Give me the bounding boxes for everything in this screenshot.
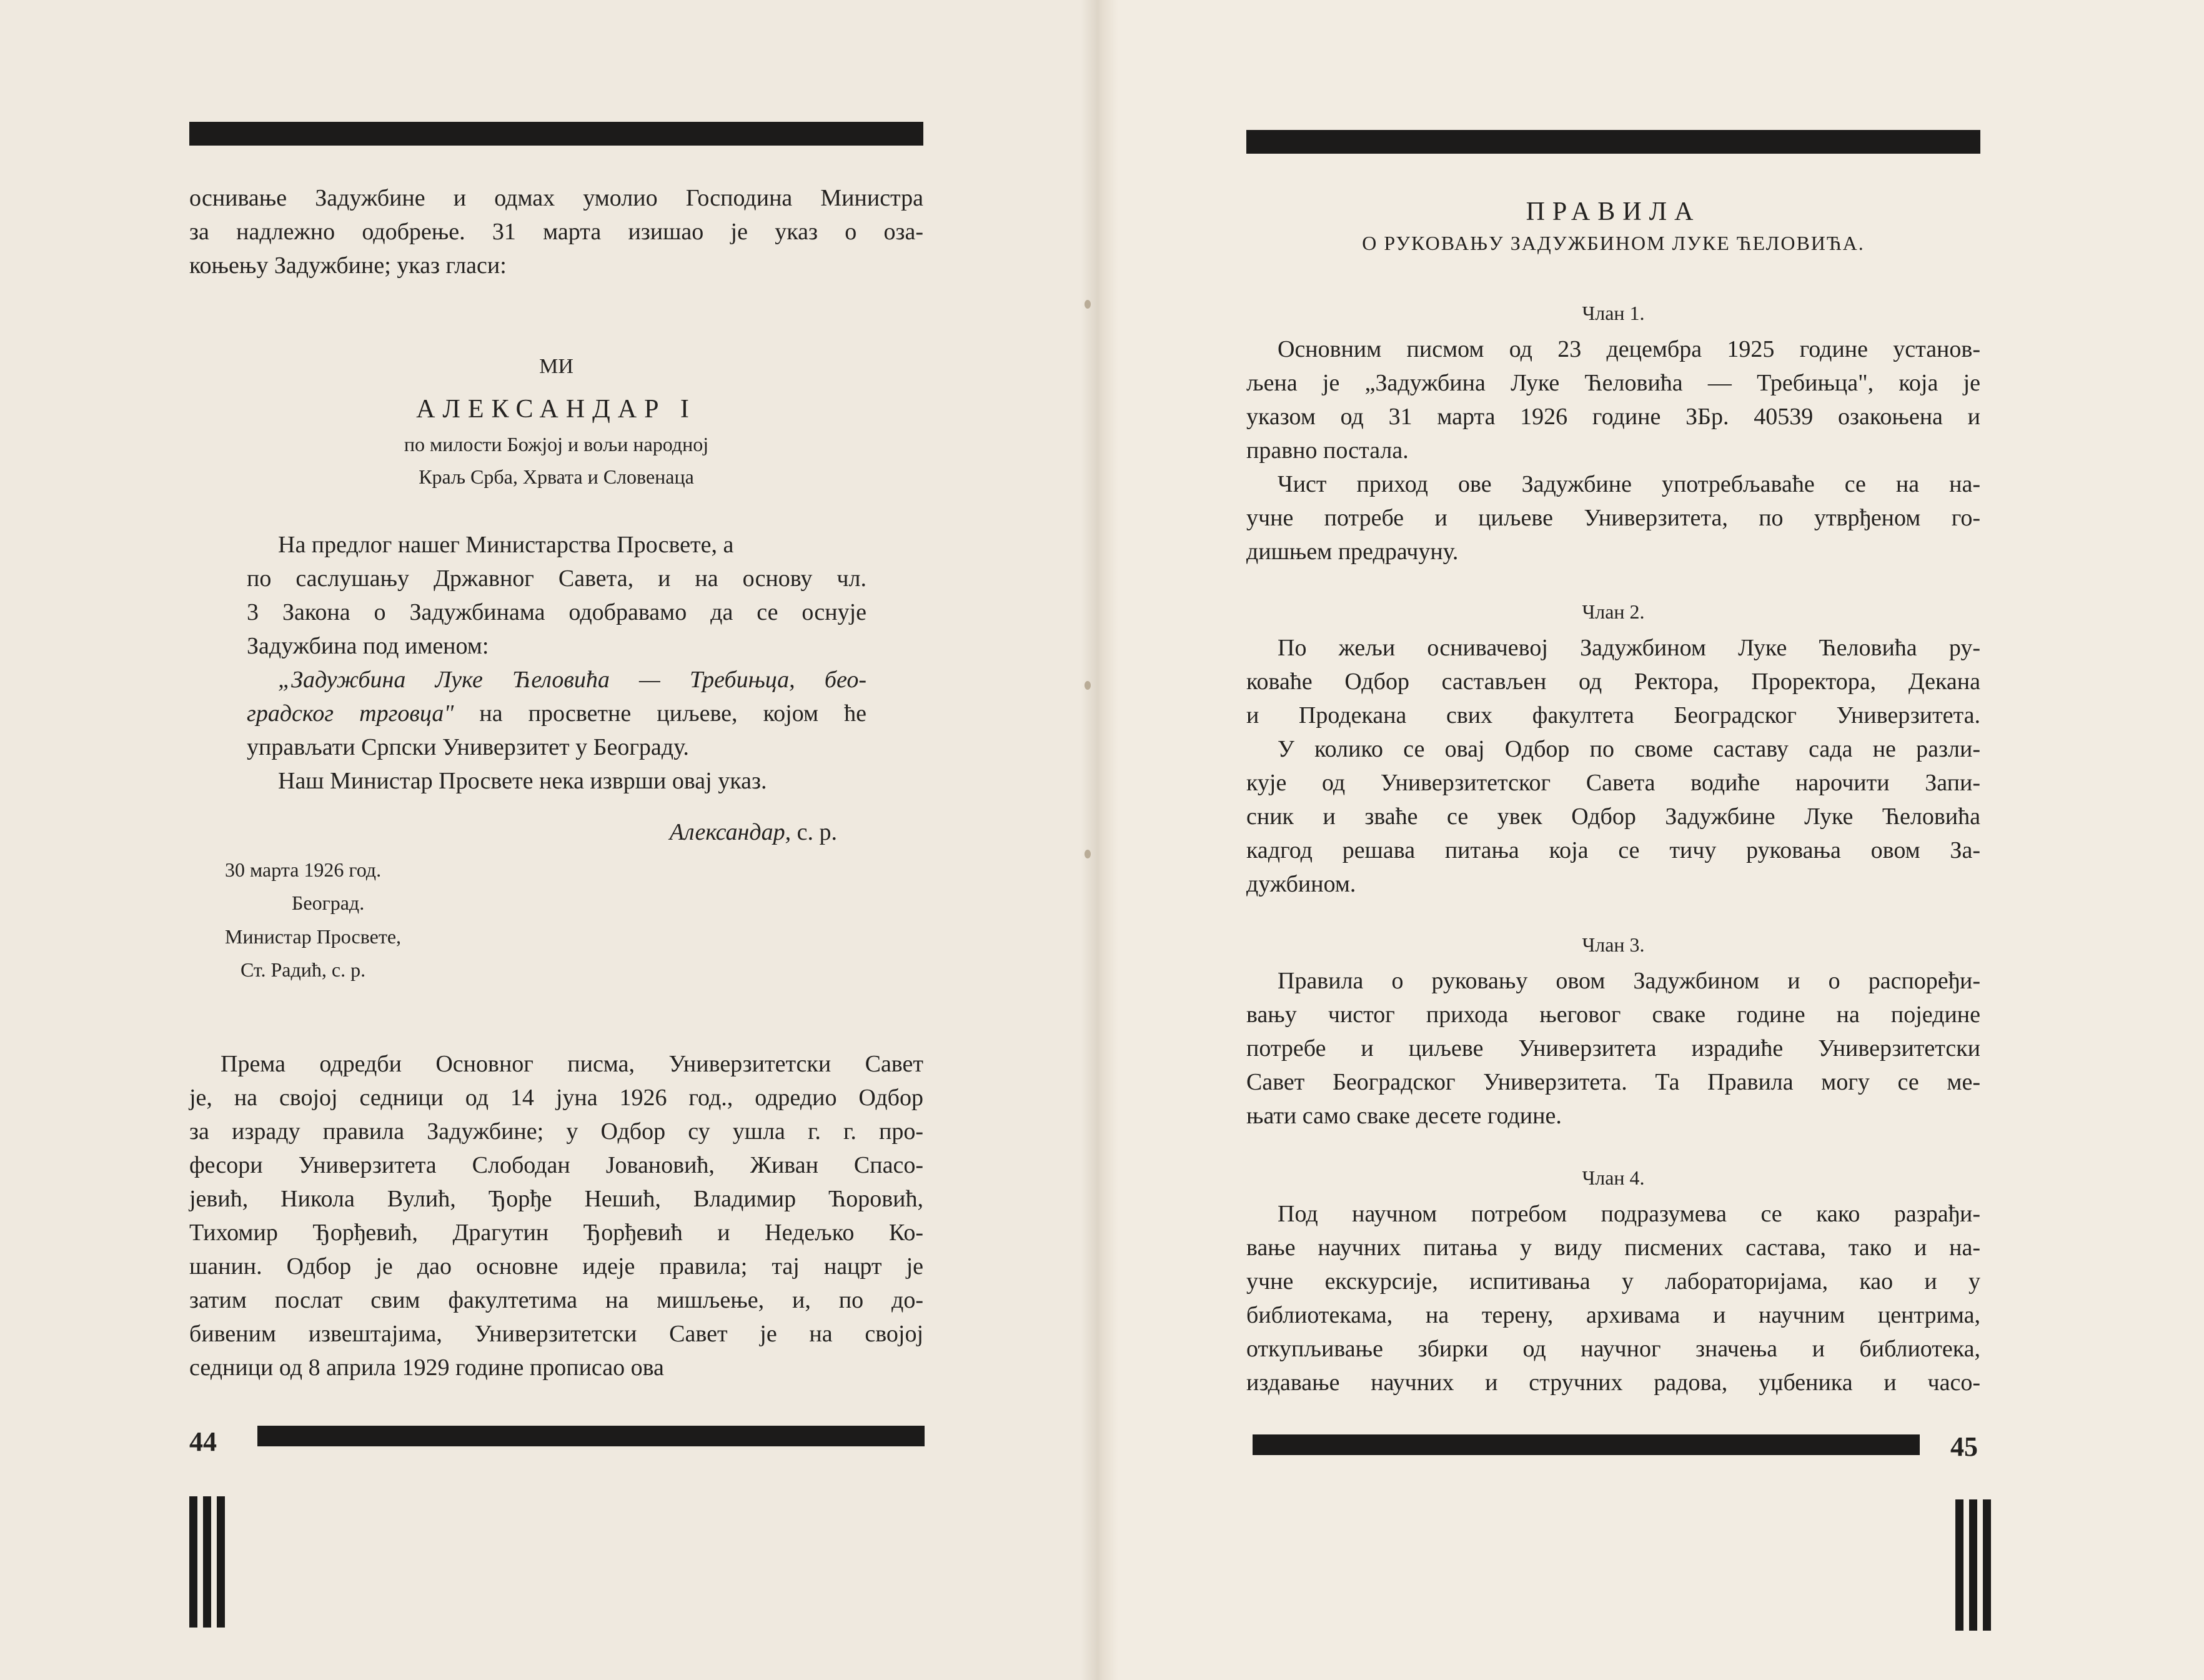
book-gutter <box>1081 0 1118 1680</box>
text-line: По жељи оснивачевој Задужбином Луке Ћеловића ру- <box>1278 635 1980 661</box>
text-line: Чист приход ове Задужбине употребљаваће се на на- <box>1278 471 1980 497</box>
text-line: седници од 8 априла 1929 године прописао ова <box>189 1354 664 1381</box>
text-line: библиотекама, на терену, архивама и научним центрима, <box>1246 1302 1980 1328</box>
text-line: бивеним извештајима, Универзитетски Савет је на својој <box>189 1321 923 1347</box>
text-line: градског трговца" на просветне циљеве, којом ће <box>247 700 866 727</box>
decorative-bar <box>217 1496 225 1628</box>
binding-mark <box>1085 850 1091 858</box>
text-line: за израду правила Задужбине; у Одбор су ушла г. г. про- <box>189 1118 923 1145</box>
text-line: Основним писмом од 23 децембра 1925 године установ- <box>1278 336 1980 362</box>
minister-title: Министар Просвете, <box>225 925 402 948</box>
text-line: је, на својој седници од 14 јуна 1926 год., одредио Одбор <box>189 1085 923 1111</box>
text-line: Савет Београдског Универзитета. Та Правила могу се ме- <box>1246 1069 1980 1095</box>
bottom-rule-bar <box>1253 1434 1920 1455</box>
top-rule-bar <box>1246 130 1980 154</box>
foundation-name-cont: градског трговца" <box>247 700 454 727</box>
decree-king-name: АЛЕКСАНДАР I <box>416 395 697 424</box>
text-line: коваће Одбор састављен од Ректора, Проректора, Декана <box>1246 669 1980 695</box>
text-line: Тихомир Ђорђевић, Драгутин Ђорђевић и Недељко Ко- <box>189 1220 923 1246</box>
intro-paragraph <box>189 181 923 282</box>
text-line: У колико се овај Одбор по своме саставу сада не разли- <box>1278 736 1980 762</box>
decree-title: Краљ Срба, Хрвата и Словенаца <box>419 465 694 488</box>
top-rule-bar <box>189 122 923 146</box>
decree-we: МИ <box>539 355 573 378</box>
text-line: љена је „Задужбина Луке Ћеловића — Требињца", која је <box>1246 370 1980 396</box>
text-line: јевић, Никола Вулић, Ђорђе Нешић, Владимир Ћоровић, <box>189 1186 923 1212</box>
text-line: фесори Универзитета Слободан Јовановић, Живан Спасо- <box>189 1152 923 1178</box>
text-line: 3 Закона о Задужбинама одобравамо да се оснује <box>247 599 866 625</box>
decorative-bar <box>1983 1499 1991 1631</box>
text-line: оснивање Задужбине и одмах умолио Господина Министра <box>189 185 923 211</box>
foundation-name: „Задужбина Луке Ћеловића — Требињца, бео- <box>278 667 866 693</box>
page-number-right: 45 <box>1950 1431 1978 1462</box>
article-body <box>1246 1197 1980 1399</box>
text-line: Правила о руковању овом Задужбином и о распоређи- <box>1278 968 1980 994</box>
article-heading: Члан 1. <box>1582 302 1645 324</box>
minister-name: Ст. Радић, с. р. <box>241 958 366 981</box>
text-line: вању чистог прихода његовог сваке године на поједине <box>1246 1002 1980 1028</box>
page-number-left: 44 <box>189 1426 217 1457</box>
article-heading: Члан 2. <box>1582 600 1645 623</box>
article-heading: Члан 3. <box>1582 933 1645 956</box>
text-line: затим послат свим факултетима на мишљење, и, по до- <box>189 1287 923 1313</box>
text-line: сник и зваће се увек Одбор Задужбине Луке Ћеловића <box>1246 803 1980 830</box>
text-line: дужбином. <box>1246 871 1356 897</box>
text-line: указом од 31 марта 1926 године ЗБр. 40539 озакоњена и <box>1246 404 1980 430</box>
article-body <box>1246 964 1980 1133</box>
text-line: шанин. Одбор је дао основне идеје правила; тај нацрт је <box>189 1253 923 1280</box>
decorative-bar <box>203 1496 211 1628</box>
text-line: њати само сваке десете године. <box>1246 1103 1562 1129</box>
decorative-bar <box>189 1496 197 1628</box>
text-line: управљати Српски Универзитет у Београду. <box>247 734 689 760</box>
text-line: Под научном потребом подразумева се како разрађи- <box>1278 1201 1980 1227</box>
text-line: кује од Универзитетског Савета водиће нарочити Запи- <box>1246 770 1980 796</box>
text-line: учне потребе и циљеве Универзитета, по утврђеном го- <box>1246 505 1980 531</box>
closing-paragraph <box>189 1047 923 1384</box>
text-line: откупљивање збирки од научног значења и библиотека, <box>1246 1336 1980 1362</box>
text-line: учне екскурсије, испитивања у лабораторијама, као и у <box>1246 1268 1980 1295</box>
decree-date: 30 марта 1926 год. <box>225 858 382 881</box>
text-line: Задужбина под именом: <box>247 633 489 659</box>
text-line: правно постала. <box>1246 437 1409 464</box>
decree-city: Београд. <box>292 892 365 914</box>
rules-title: ПРАВИЛА <box>1526 197 1701 226</box>
text-line <box>247 663 866 697</box>
decree-body <box>247 528 866 798</box>
binding-mark <box>1085 681 1091 690</box>
decorative-bar <box>1955 1499 1963 1631</box>
text-line: кадгод решава питања која се тичу руковања овом За- <box>1246 837 1980 863</box>
text-line: за надлежно одобрење. 31 марта изишао је указ о оза- <box>189 219 923 245</box>
article-heading: Члан 4. <box>1582 1166 1645 1189</box>
text-line: издавање научних и стручних радова, уџбеника и часо- <box>1246 1369 1980 1396</box>
binding-mark <box>1085 300 1091 309</box>
text-line: и Продекана свих факултета Београдског Универзитета. <box>1246 702 1980 728</box>
rules-subtitle: О РУКОВАЊУ ЗАДУЖБИНОМ ЛУКЕ ЋЕЛОВИЋА. <box>1362 232 1865 254</box>
bottom-rule-bar <box>257 1426 925 1446</box>
article-body <box>1246 631 1980 901</box>
decorative-bar <box>1969 1499 1977 1631</box>
text-line: дишњем предрачуну. <box>1246 539 1459 565</box>
text-line: коњењу Задужбине; указ гласи: <box>189 252 507 279</box>
decree-grace: по милости Божјој и вољи народној <box>404 433 709 455</box>
text-line: Наш Министар Просвете нека изврши овај указ. <box>278 768 767 794</box>
text-line: На предлог нашег Министарства Просвете, а <box>278 532 734 558</box>
text-line: Према одредби Основног писма, Универзитетски Савет <box>221 1051 923 1077</box>
article-body <box>1246 332 1980 569</box>
text-line: потребе и циљеве Универзитета израдиће Универзитетски <box>1246 1035 1980 1061</box>
text-line: по саслушању Државног Савета, и на основу чл. <box>247 565 866 592</box>
decree-signature: Александар, с. р. <box>669 819 837 845</box>
text-line: вање научних питања у виду писмених састава, тако и на- <box>1246 1235 1980 1261</box>
